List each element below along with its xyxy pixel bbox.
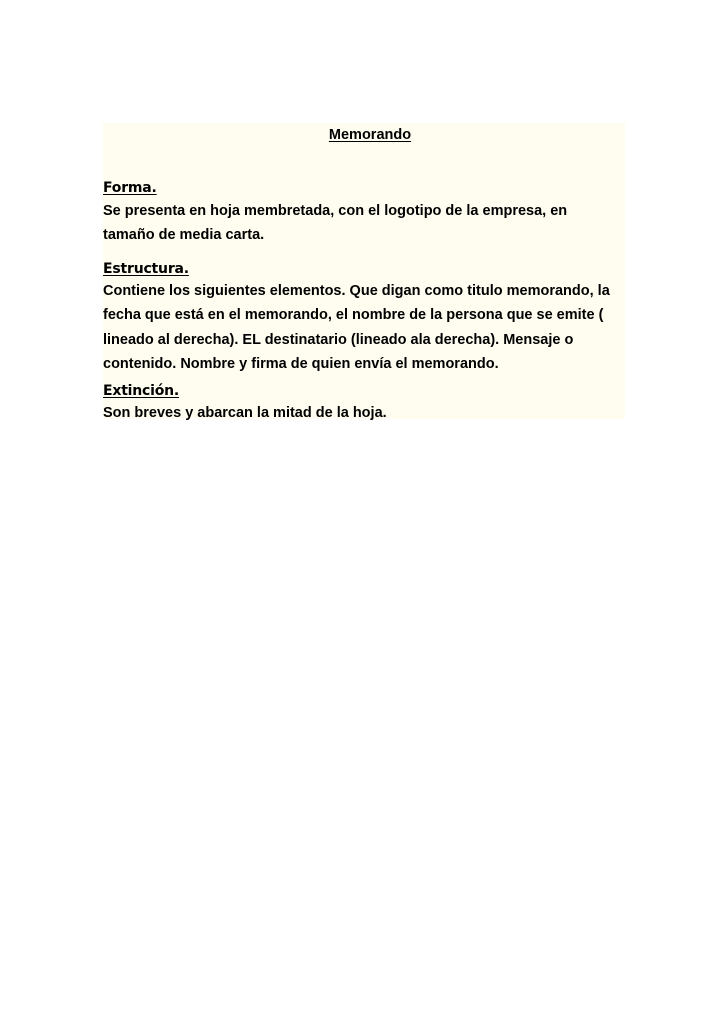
paragraph-line: fecha que está en el memorando, el nombre de la persona que se emite ( bbox=[103, 307, 604, 324]
section-heading-extincion: Extinción. bbox=[103, 383, 180, 399]
paragraph-line: contenido. Nombre y firma de quien envía el memorando. bbox=[103, 355, 499, 372]
section-body-estructura bbox=[103, 279, 627, 376]
document-title bbox=[103, 125, 625, 145]
paragraph-line: Contiene los siguientes elementos. Que digan como titulo memorando, la bbox=[103, 283, 610, 299]
memo-content-block bbox=[103, 123, 625, 419]
section-heading-forma: Forma. bbox=[103, 180, 157, 196]
paragraph-line: lineado al derecha). EL destinatario (lineado ala derecha). Mensaje o bbox=[103, 331, 574, 348]
paragraph-line: Se presenta en hoja membretada, con el logotipo de la empresa, en bbox=[103, 203, 568, 219]
section-body-extincion bbox=[103, 401, 627, 425]
section-body-forma bbox=[103, 199, 627, 248]
section-heading-estructura: Estructura. bbox=[103, 261, 189, 277]
paragraph-line: Son breves y abarcan la mitad de la hoja. bbox=[103, 405, 387, 421]
document-title-text: Memorando bbox=[328, 127, 412, 143]
paragraph-line: tamaño de media carta. bbox=[103, 227, 265, 244]
